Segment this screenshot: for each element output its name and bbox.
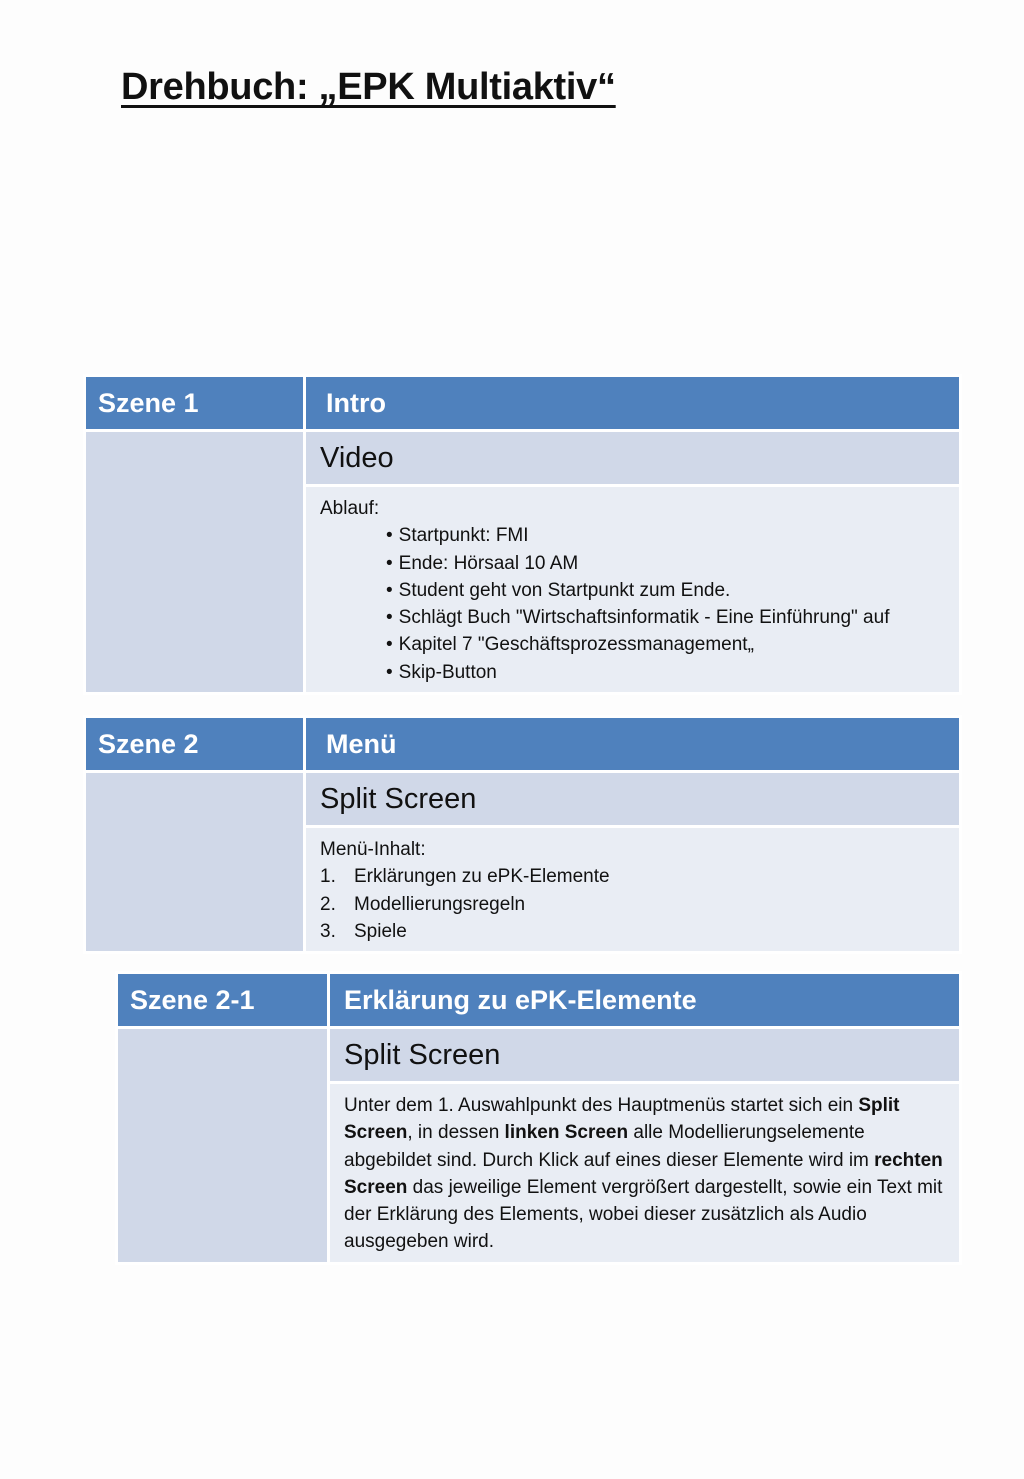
scene-2-1-paragraph <box>344 1092 945 1256</box>
scene-2-side-cell <box>86 773 303 951</box>
scene-1-content <box>306 487 959 692</box>
list-item: • Kapitel 7 "Geschäftsprozessmanagement„ <box>386 631 945 658</box>
paragraph-emphasis: Split Screen <box>344 1095 900 1144</box>
scene-2-content <box>306 828 959 951</box>
list-item: • Schlägt Buch "Wirtschaftsinformatik - Eine Einführung" auf <box>386 604 945 631</box>
scene-1-table <box>83 374 962 695</box>
paragraph-emphasis: rechten Screen <box>344 1149 943 1198</box>
scene-2-1-side-cell <box>118 1029 327 1262</box>
list-item-number: 3. <box>320 920 336 942</box>
scene-1-title: Intro <box>306 377 959 429</box>
list-item: • Startpunkt: FMI <box>386 522 945 549</box>
paragraph-text: alle Modellierungselemente abgebildet sind. Durch Klick auf eines dieser Elemente wird im <box>344 1122 875 1171</box>
scene-1-label: Szene 1 <box>86 377 303 429</box>
scene-1-medium: Video <box>306 432 959 484</box>
list-item-text: Erklärungen zu ePK-Elemente <box>354 866 610 888</box>
list-item-number: 2. <box>320 893 336 915</box>
scene-2-table <box>83 715 962 954</box>
list-item: • Ende: Hörsaal 10 AM <box>386 550 945 577</box>
scene-2-1-medium: Split Screen <box>330 1029 959 1081</box>
scene-1-bullet-list <box>320 522 945 686</box>
list-item: • Skip-Button <box>386 659 945 686</box>
scene-2-menu-list <box>320 863 945 945</box>
scene-1-side-cell <box>86 432 303 692</box>
list-item-number: 1. <box>320 866 336 888</box>
scene-2-1-title: Erklärung zu ePK-Elemente <box>330 974 959 1026</box>
scene-2-title: Menü <box>306 718 959 770</box>
list-item: • Student geht von Startpunkt zum Ende. <box>386 577 945 604</box>
paragraph-text: Unter dem 1. Auswahlpunkt des Hauptmenüs startet sich ein <box>344 1095 859 1116</box>
paragraph-text: das jeweilige Element vergrößert dargestellt, sowie ein Text mit der Erklärung des Elements, wobei dieser zusätzlich als Audio ausgegeben wird. <box>344 1176 943 1253</box>
list-item <box>320 918 945 945</box>
list-item <box>320 891 945 918</box>
list-item-text: Spiele <box>354 920 407 942</box>
scene-2-1-table <box>115 971 962 1265</box>
list-item <box>320 863 945 890</box>
scene-2-content-heading: Menü-Inhalt: <box>320 839 426 860</box>
scene-2-1-content <box>330 1084 959 1262</box>
list-item-text: Modellierungsregeln <box>354 893 526 915</box>
scene-2-medium: Split Screen <box>306 773 959 825</box>
scene-2-1-label: Szene 2-1 <box>118 974 327 1026</box>
paragraph-emphasis: linken Screen <box>504 1122 629 1144</box>
scene-2-label: Szene 2 <box>86 718 303 770</box>
document-title: Drehbuch: „EPK Multiaktiv“ <box>121 66 616 108</box>
paragraph-text: , in dessen <box>407 1122 505 1144</box>
scene-1-content-heading: Ablauf: <box>320 498 380 519</box>
